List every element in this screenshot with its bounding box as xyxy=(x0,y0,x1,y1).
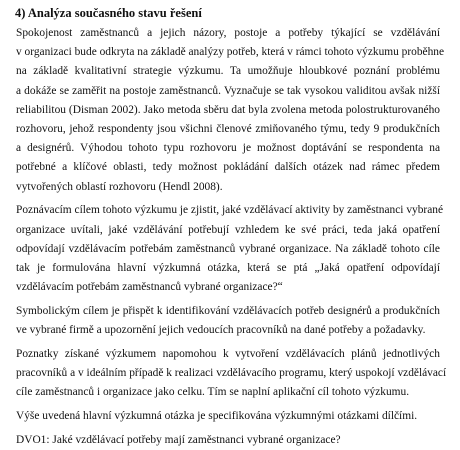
paragraph-1-line-1: Spokojenost zaměstnanců a jejich názory, postoje a potřeby týkající se vzdělávání xyxy=(16,27,440,39)
paragraph-3-line-1: Symbolickým cílem je přispět k identifikování vzdělávacích potřeb designérů a produkčních xyxy=(16,304,440,317)
paragraph-1-line-3: na základě kvalitativní strategie výzkumu. Ta umožňuje hloubkové poznání problému xyxy=(16,65,440,78)
paragraph-1-line-4: a dokáže se zaměřit na postoje zaměstnanců. Vyznačuje se tak vysokou validitou avšak nižší xyxy=(16,84,440,97)
paragraph-6-line-1: DVO1: Jaké vzdělávací potřeby mají zaměstnanci vybrané organizace? xyxy=(16,433,341,446)
paragraph-4-line-2: pracovníků a v ideálním případě k realizaci vzdělávacího programu, který uspokojí vzdělávací xyxy=(16,366,447,379)
paragraph-1-line-8: potřebné a klíčové oblasti, tedy možnost pokládání dalších otázek nad rámec předem xyxy=(16,161,440,174)
paragraph-1-line-2: v organizaci bude odkryta na základě analýzy potřeb, která v rámci tohoto výzkumu proběhne xyxy=(16,46,445,59)
paragraph-1-line-9: vytvořených oblastí rozhovoru (Hendl 2008). xyxy=(16,180,223,193)
paragraph-2-line-5: vzdělávacím potřebám zaměstnanců vybrané organizace?“ xyxy=(16,281,283,294)
paragraph-2-line-4: tak je formulována hlavní výzkumná otázka, která se ptá „Jaká opatření odpovídají xyxy=(16,261,440,274)
paragraph-2-line-3: odpovídají vzdělávacím potřebám zaměstnanců vybrané organizace. Na základě tohoto cíle xyxy=(16,242,440,255)
paragraph-1-line-6: rozhovoru, jehož respondenty jsou všichni členové zmiňovaného týmu, tedy 9 produkčních xyxy=(16,123,440,135)
paragraph-2-line-2: organizace uvítali, jaké vzdělávání potřebují vzhledem ke své práci, teda jaká opatření xyxy=(16,223,440,236)
paragraph-5-line-1: Výše uvedená hlavní výzkumná otázka je specifikována výzkumnými otázkami dílčími. xyxy=(16,409,418,422)
paragraph-1-line-5: reliabilitou (Disman 2002). Jako metoda sběru dat byla zvolena metoda polostrukturovaného xyxy=(16,103,440,116)
paragraph-4-line-3: cíle zaměstnanců i organizace jako celku. Tím se naplní aplikační cíl tohoto výzkumu. xyxy=(16,386,410,399)
paragraph-4-line-1: Poznatky získané výzkumem napomohou k vytvoření vzdělávacích plánů jednotlivých xyxy=(16,347,440,360)
section-heading: 4) Analýza současného stavu řešení xyxy=(15,6,202,20)
paragraph-1-line-7: a designérů. Výhodou tohoto typu rozhovoru je možnost doptávání se respondenta na xyxy=(16,142,440,155)
paragraph-2-line-1: Poznávacím cílem tohoto výzkumu je zjistit, jaké vzdělávací aktivity by zaměstnanci vybrané xyxy=(16,204,444,217)
paragraph-3-line-2: ve vybrané firmě a upozornění jejich vedoucích pracovníků na dané potřeby a požadavky. xyxy=(16,324,426,336)
